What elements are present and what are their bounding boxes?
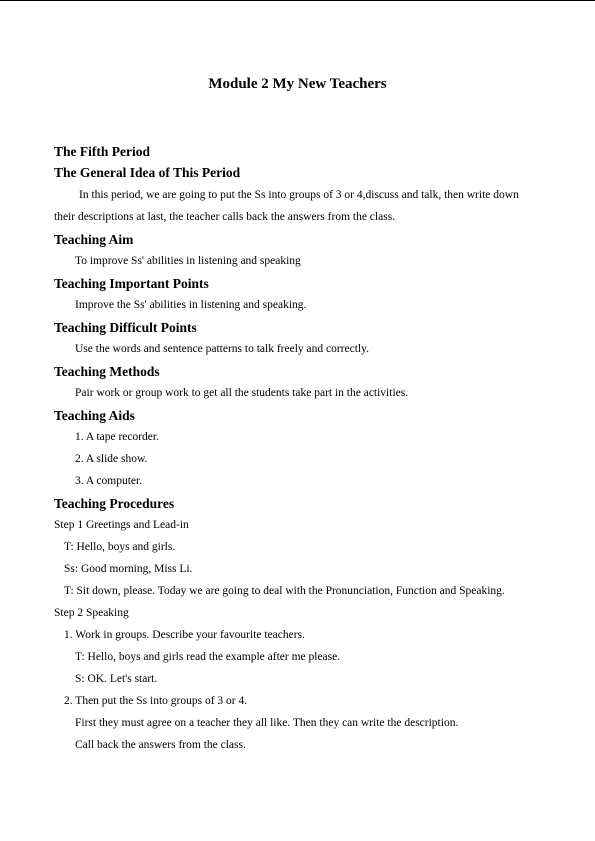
- dialogue-line: T: Hello, boys and girls read the example after me please.: [75, 651, 341, 663]
- dialogue-line: T: Hello, boys and girls.: [64, 541, 176, 553]
- teaching-methods-text: Pair work or group work to get all the students take part in the activities.: [75, 387, 409, 399]
- difficult-points-heading: Teaching Difficult Points: [54, 320, 197, 335]
- dialogue-line: Ss: Good morning, Miss Li.: [64, 563, 193, 575]
- teaching-procedures-heading: Teaching Procedures: [54, 496, 175, 511]
- general-idea-heading: The General Idea of This Period: [54, 165, 241, 180]
- step-2-title: Step 2 Speaking: [54, 607, 129, 619]
- step-2-item-1: 1. Work in groups. Describe your favourite teachers.: [64, 629, 305, 641]
- instruction-line: Call back the answers from the class.: [75, 739, 246, 751]
- dialogue-line: S: OK. Let's start.: [75, 673, 158, 685]
- general-idea-line-1: In this period, we are going to put the Ss into groups of 3 or 4,discuss and talk, then write down: [79, 189, 519, 201]
- important-points-heading: Teaching Important Points: [54, 276, 209, 291]
- teaching-aim-heading: Teaching Aim: [54, 232, 134, 247]
- top-border-line: [0, 0, 595, 1]
- teaching-methods-heading: Teaching Methods: [54, 364, 160, 379]
- dialogue-line: T: Sit down, please. Today we are going to deal with the Pronunciation, Function and Speaking.: [64, 585, 505, 597]
- teaching-aid-item: 3. A computer.: [75, 475, 143, 487]
- document-title: Module 2 My New Teachers: [208, 76, 387, 92]
- step-2-item-2: 2. Then put the Ss into groups of 3 or 4.: [64, 695, 248, 707]
- teaching-aid-item: 1. A tape recorder.: [75, 431, 159, 443]
- period-heading: The Fifth Period: [54, 144, 150, 159]
- teaching-aid-item: 2. A slide show.: [75, 453, 148, 465]
- step-1-title: Step 1 Greetings and Lead-in: [54, 519, 189, 531]
- teaching-aim-text: To improve Ss' abilities in listening and speaking: [75, 255, 301, 267]
- instruction-line: First they must agree on a teacher they all like. Then they can write the description.: [75, 717, 459, 729]
- general-idea-line-2: their descriptions at last, the teacher calls back the answers from the class.: [54, 211, 396, 223]
- teaching-aids-heading: Teaching Aids: [54, 408, 135, 423]
- important-points-text: Improve the Ss' abilities in listening and speaking.: [75, 299, 307, 311]
- difficult-points-text: Use the words and sentence patterns to talk freely and correctly.: [75, 343, 369, 355]
